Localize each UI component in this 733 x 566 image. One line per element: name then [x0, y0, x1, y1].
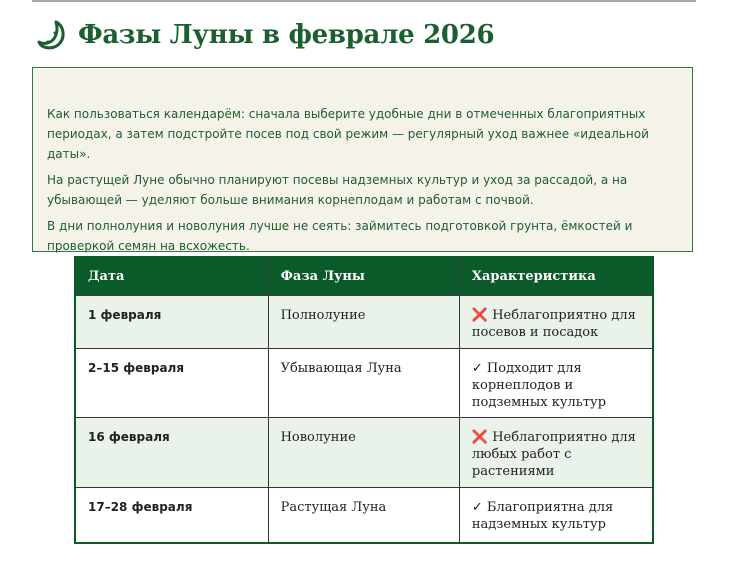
phase-cell: Растущая Луна [268, 488, 459, 543]
check-icon: ✓ [471, 361, 483, 376]
date-cell: 2–15 февраля [75, 349, 268, 418]
table-row [75, 488, 653, 543]
phase-cell: Новолуние [268, 418, 459, 488]
table-row [75, 296, 653, 349]
info-paragraph: На растущей Луне обычно планируют посевы надземных культур и уход за рассадой, а на убывающей — уделяют больше внимания корнеплодам и работам с почвой. [47, 173, 628, 207]
check-icon: ✓ [471, 500, 483, 515]
top-divider [32, 0, 696, 2]
info-box [32, 67, 693, 252]
characteristic-cell [459, 296, 653, 349]
date-cell: 16 февраля [75, 418, 268, 488]
title-text: Фазы Луны в феврале 2026 [78, 20, 495, 50]
note-text: Подходит для корнеплодов и подземных культур [471, 361, 607, 410]
table-header-row [75, 257, 653, 296]
note-text: Неблагоприятно для посевов и посадок [471, 308, 636, 340]
page-title [36, 18, 494, 52]
header-date: Дата [75, 257, 268, 296]
characteristic-cell [459, 488, 653, 543]
header-characteristic: Характеристика [459, 257, 653, 296]
note-text: Благоприятна для надземных культур [471, 500, 614, 532]
characteristic-cell [459, 349, 653, 418]
phase-cell: Полнолуние [268, 296, 459, 349]
note-text: Неблагоприятно для любых работ с растениями [471, 430, 636, 479]
characteristic-cell [459, 418, 653, 488]
table-row [75, 349, 653, 418]
info-paragraph: Как пользоваться календарём: сначала выберите удобные дни в отмеченных благоприятных периодах, а затем подстройте посев под свой режим — регулярный уход важнее «идеальной даты». [47, 107, 649, 161]
header-phase: Фаза Луны [268, 257, 459, 296]
crescent-moon-icon [36, 18, 70, 52]
info-paragraph: В дни полнолуния и новолуния лучше не сеять: займитесь подготовкой грунта, ёмкостей и проверкой семян на всхожесть. [47, 219, 633, 253]
cross-icon: ❌ [471, 308, 489, 323]
table-row [75, 418, 653, 488]
date-cell: 17–28 февраля [75, 488, 268, 543]
date-cell: 1 февраля [75, 296, 268, 349]
cross-icon: ❌ [471, 430, 489, 445]
moon-phase-table [74, 256, 654, 544]
phase-cell: Убывающая Луна [268, 349, 459, 418]
